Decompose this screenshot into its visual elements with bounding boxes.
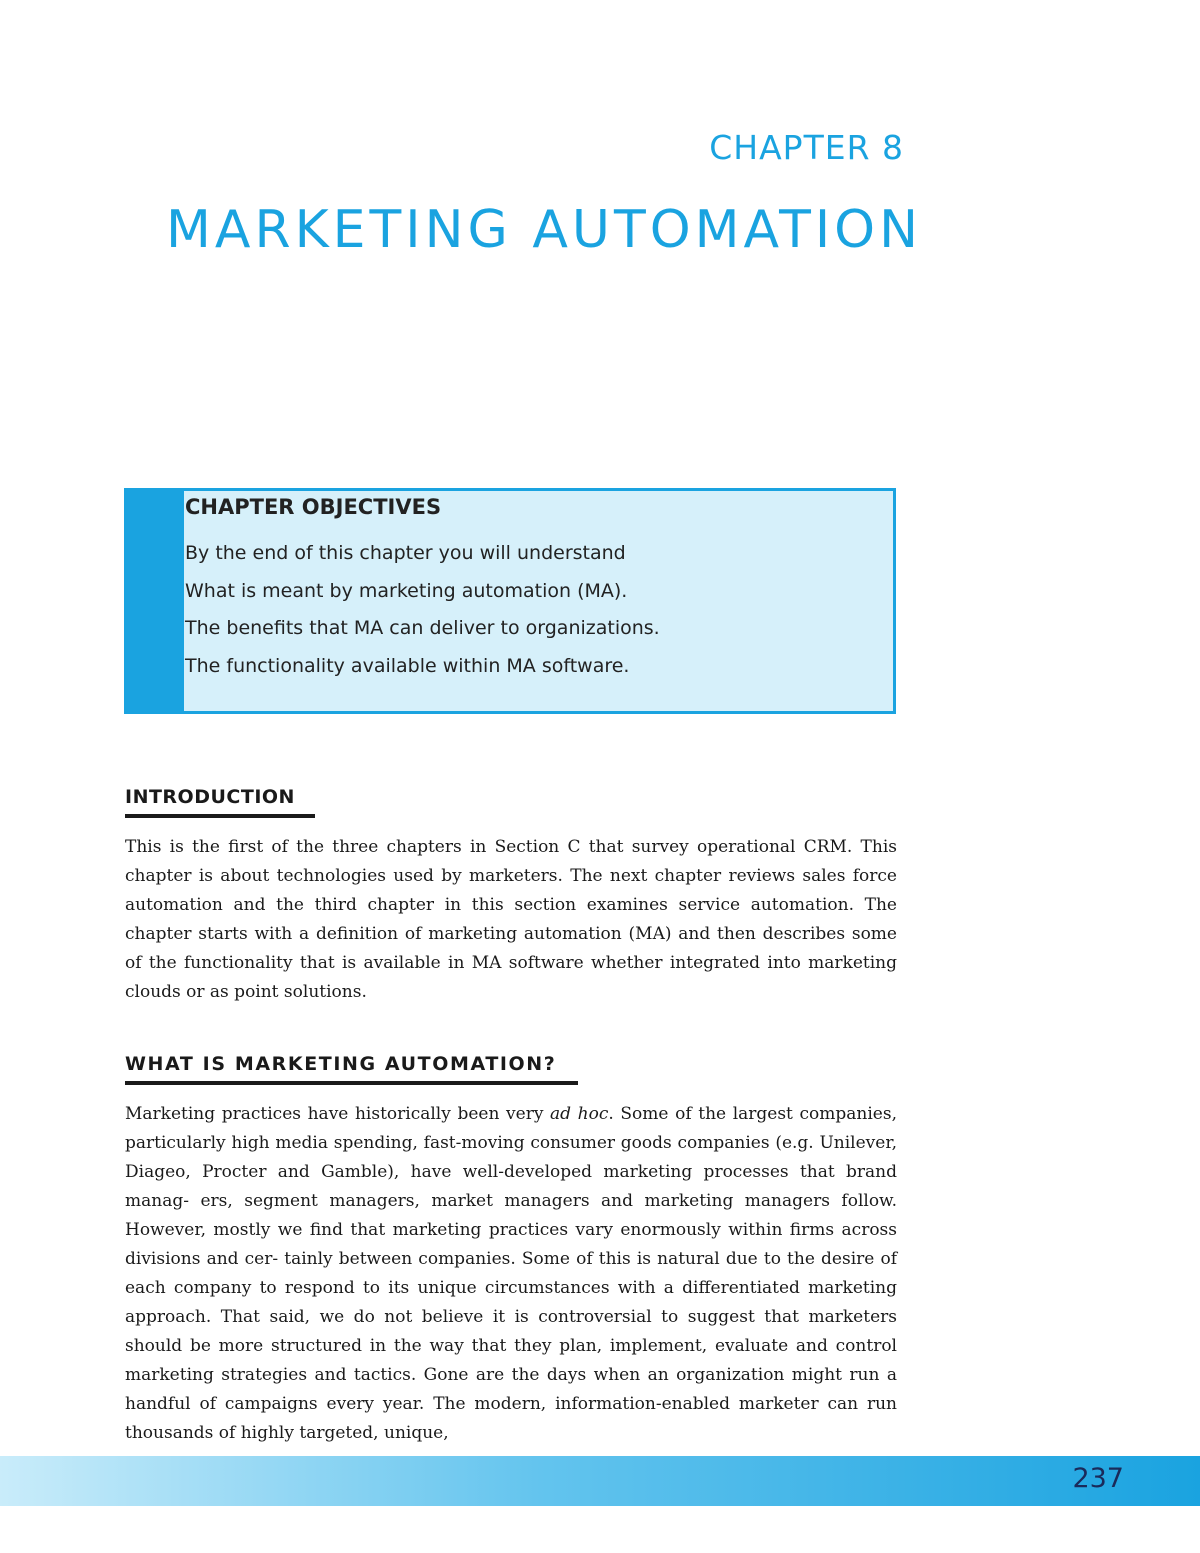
- introduction-paragraph: This is the first of the three chapters in Section C that survey operational CRM. This chapter is about technologies used by marketers. The next chapter reviews sales force automation and the third chapter in this section examines service automation. The chapter starts with a definition of marketing automation (MA) and then describes some of the functionality that is available in MA software whether integrated into marketing clouds or as point solutions.: [125, 837, 897, 1002]
- objectives-intro-line: By the end of this chapter you will understand: [185, 542, 626, 564]
- what-is-ma-heading: WHAT IS MARKETING AUTOMATION?: [125, 1053, 578, 1085]
- page-number: 237: [1072, 1463, 1124, 1494]
- objectives-content: [185, 493, 885, 685]
- footer-band: [0, 1456, 1200, 1506]
- what-is-ma-paragraph: [125, 1100, 897, 1448]
- chapter-title: MARKETING AUTOMATION: [166, 200, 922, 260]
- objective-item: The benefits that MA can deliver to organizations.: [185, 617, 660, 639]
- paragraph-text: . Some of the largest companies, particularly high media spending, fast-moving consumer goods companies (e.g. Unilever, Diageo, Procter and Gamble), have well-developed marketing processes that brand manag- ers, segment managers, market managers and marketing managers follow. However, mostly we find that marketing practices vary enormously within firms across divisions and cer- tainly between companies. Some of this is natural due to the desire of each company to respond to its unique circumstances with a differentiated marketing approach. That said, we do not believe it is controversial to suggest that marketers should be more structured in the way that they plan, implement, evaluate and control marketing strategies and tactics. Gone are the days when an organization might run a handful of campaigns every year. The modern, information-enabled marketer can run thousands of highly targeted, unique,: [125, 1104, 897, 1443]
- objective-item: The functionality available within MA software.: [185, 654, 630, 677]
- objective-item: What is meant by marketing automation (MA).: [185, 579, 628, 602]
- chapter-objectives-box: [124, 488, 896, 714]
- chapter-label: CHAPTER 8: [709, 128, 904, 167]
- objectives-accent-bar: [127, 491, 184, 711]
- introduction-heading: INTRODUCTION: [125, 786, 315, 818]
- italic-term: ad hoc: [550, 1104, 609, 1124]
- objectives-heading: CHAPTER OBJECTIVES: [185, 495, 442, 519]
- paragraph-text: Marketing practices have historically been very: [125, 1104, 551, 1124]
